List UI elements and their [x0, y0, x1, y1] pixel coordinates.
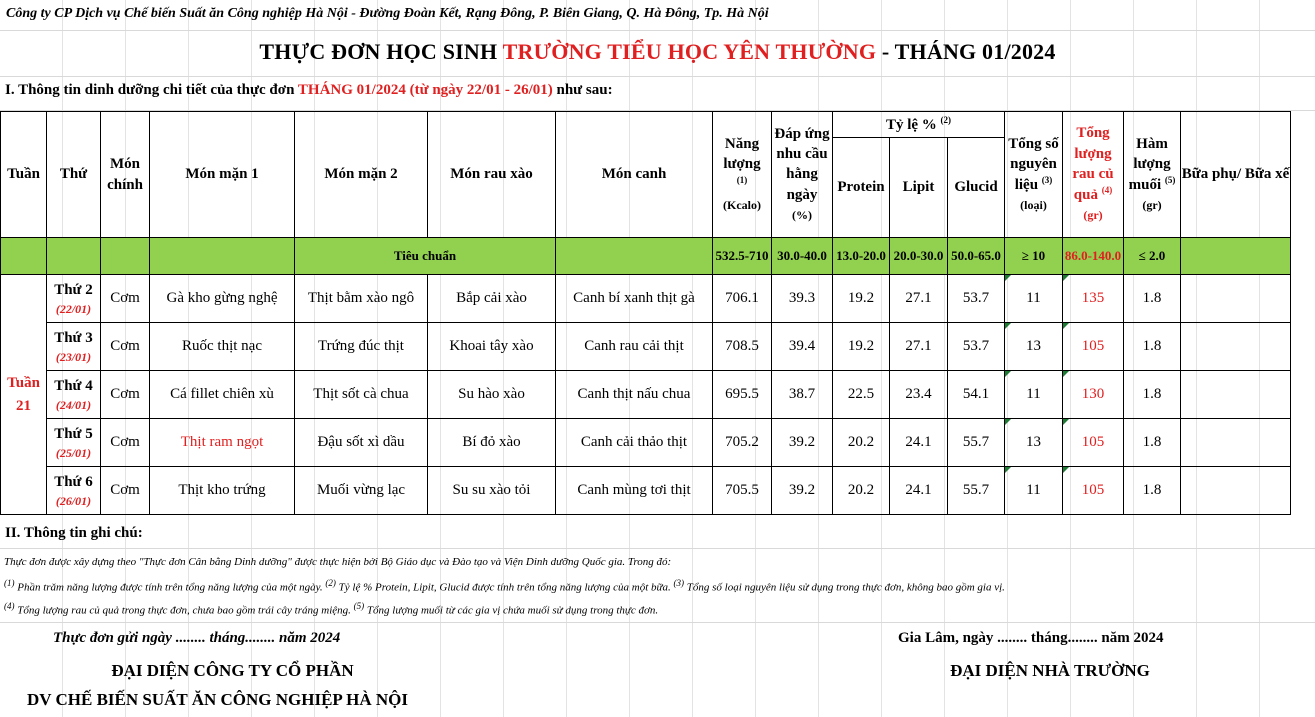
- lipit-cell: 23.4: [890, 371, 948, 419]
- right-date-line: Gia Lâm, ngày ........ tháng........ năm 2024: [898, 630, 1164, 646]
- col-mon-canh: Món canh: [556, 112, 713, 238]
- mon-rau-cell: Bắp cải xào: [428, 275, 556, 323]
- col-bua-phu: Bữa phụ/ Bữa xế: [1181, 112, 1291, 238]
- mon-chinh-cell: Cơm: [101, 419, 150, 467]
- note5-mark: (5): [353, 601, 365, 611]
- col-glucid: Glucid: [948, 138, 1005, 238]
- note3-text: Tổng số loại nguyên liệu sử dụng trong thực đơn, không bao gồm gia vị.: [684, 581, 1005, 594]
- day-cell: [47, 275, 101, 323]
- std-nang-luong: 532.5-710: [713, 238, 772, 275]
- day-name: Thứ 3: [54, 330, 93, 347]
- col-tong-rau: [1063, 112, 1124, 238]
- ty-le-label: Tỷ lệ %: [885, 116, 937, 133]
- mon-man-2-cell: Thịt sốt cà chua: [295, 371, 428, 419]
- table-row: [1, 371, 1291, 419]
- mon-man-2-cell: Trứng đúc thịt: [295, 323, 428, 371]
- mon-man-2-cell: Đậu sốt xì dầu: [295, 419, 428, 467]
- tong-rau-sup: (4): [1101, 185, 1113, 196]
- dap-ung-cell: 39.2: [772, 419, 833, 467]
- std-label: Tiêu chuẩn: [295, 238, 556, 275]
- nang-luong-cell: 695.5: [713, 371, 772, 419]
- glucid-cell: 54.1: [948, 371, 1005, 419]
- week-cell: Tuần 21: [1, 275, 47, 515]
- tong-so-unit: (loại): [1020, 198, 1047, 213]
- section-1-heading: [0, 76, 1315, 111]
- nang-luong-label: Năng lượng: [723, 135, 761, 172]
- left-rep-line-2: DV CHẾ BIẾN SUẤT ĂN CÔNG NGHIỆP HÀ NỘI: [27, 690, 408, 709]
- col-lipit: Lipit: [890, 138, 948, 238]
- menu-table: [0, 111, 1291, 515]
- std-empty-2: [47, 238, 101, 275]
- glucid-cell: 55.7: [948, 419, 1005, 467]
- tong-so-cell: 13: [1005, 323, 1063, 371]
- day-cell: [47, 371, 101, 419]
- std-lipit: 20.0-30.0: [890, 238, 948, 275]
- title-month: - THÁNG 01/2024: [876, 39, 1056, 64]
- ham-luong-cell: 1.8: [1124, 323, 1181, 371]
- lipit-cell: 24.1: [890, 467, 948, 515]
- ham-luong-cell: 1.8: [1124, 467, 1181, 515]
- bua-phu-cell: [1181, 275, 1291, 323]
- nang-luong-cell: 706.1: [713, 275, 772, 323]
- tong-rau-label: Tổng lượng rau củ quả: [1072, 125, 1114, 204]
- std-protein: 13.0-20.0: [833, 238, 890, 275]
- std-tong-rau: 86.0-140.0: [1063, 238, 1124, 275]
- tong-rau-cell: 105: [1063, 467, 1124, 515]
- title-part1: THỰC ĐƠN HỌC SINH: [259, 39, 503, 64]
- note-line-2: [4, 601, 658, 617]
- mon-man-2-cell: Thịt bằm xào ngô: [295, 275, 428, 323]
- ham-luong-cell: 1.8: [1124, 275, 1181, 323]
- right-rep: ĐẠI DIỆN NHÀ TRƯỜNG: [950, 661, 1150, 680]
- nang-luong-cell: 708.5: [713, 323, 772, 371]
- lipit-cell: 24.1: [890, 419, 948, 467]
- tong-rau-cell: 105: [1063, 323, 1124, 371]
- tong-so-cell: 11: [1005, 467, 1063, 515]
- bua-phu-cell: [1181, 323, 1291, 371]
- mon-chinh-cell: Cơm: [101, 371, 150, 419]
- col-tong-so: [1005, 112, 1063, 238]
- tong-rau-cell: 105: [1063, 419, 1124, 467]
- protein-cell: 19.2: [833, 275, 890, 323]
- mon-canh-cell: Canh mùng tơi thịt: [556, 467, 713, 515]
- col-mon-chinh: Món chính: [101, 112, 150, 238]
- tong-so-cell: 13: [1005, 419, 1063, 467]
- mon-man-2-cell: Muối vừng lạc: [295, 467, 428, 515]
- mon-canh-cell: Canh cải thảo thịt: [556, 419, 713, 467]
- note5-text: Tổng lượng muối từ các gia vị chứa muối sử dụng trong thực đơn.: [364, 604, 659, 617]
- std-ham-luong: ≤ 2.0: [1124, 238, 1181, 275]
- nang-luong-cell: 705.2: [713, 419, 772, 467]
- mon-canh-cell: Canh thịt nấu chua: [556, 371, 713, 419]
- standard-row: [1, 238, 1291, 275]
- table-row: [1, 275, 1291, 323]
- day-name: Thứ 5: [54, 426, 93, 443]
- glucid-cell: 53.7: [948, 323, 1005, 371]
- col-mon-rau-xao: Món rau xào: [428, 112, 556, 238]
- dap-ung-unit: (%): [792, 207, 812, 222]
- section-2-heading: [0, 520, 1315, 549]
- mon-man-1-cell: Thịt kho trứng: [150, 467, 295, 515]
- mon-rau-cell: Bí đỏ xào: [428, 419, 556, 467]
- std-glucid: 50.0-65.0: [948, 238, 1005, 275]
- day-cell: [47, 467, 101, 515]
- note4-mark: (4): [4, 601, 15, 611]
- mon-chinh-cell: Cơm: [101, 467, 150, 515]
- dap-ung-cell: 39.4: [772, 323, 833, 371]
- std-empty-5: [556, 238, 713, 275]
- ham-luong-label: Hàm lượng muối: [1128, 135, 1171, 193]
- day-cell: [47, 419, 101, 467]
- glucid-cell: 55.7: [948, 467, 1005, 515]
- std-empty-3: [101, 238, 150, 275]
- tong-so-cell: 11: [1005, 371, 1063, 419]
- day-date: (26/01): [55, 493, 92, 508]
- divider: [0, 622, 1315, 623]
- title-row: [0, 30, 1315, 77]
- nang-luong-unit: (Kcalo): [723, 198, 761, 213]
- day-rows: [1, 275, 1291, 515]
- ham-luong-cell: 1.8: [1124, 419, 1181, 467]
- mon-canh-cell: Canh rau cải thịt: [556, 323, 713, 371]
- note1-text: Phần trăm năng lượng được tính trên tổng năng lượng của một ngày.: [14, 581, 326, 594]
- lipit-cell: 27.1: [890, 323, 948, 371]
- day-date: (23/01): [55, 349, 92, 364]
- bua-phu-cell: [1181, 467, 1291, 515]
- std-dap-ung: 30.0-40.0: [772, 238, 833, 275]
- note2-text: Tỷ lệ % Protein, Lipit, Glucid được tính trên tổng năng lượng của một bữa.: [335, 581, 674, 594]
- section1-prefix: I. Thông tin dinh dưỡng chi tiết của thực đơn: [5, 82, 298, 98]
- protein-cell: 22.5: [833, 371, 890, 419]
- col-dap-ung: [772, 112, 833, 238]
- header-row-1: [1, 112, 1291, 138]
- dap-ung-label: Đáp ứng nhu cầu hằng ngày: [774, 125, 830, 203]
- dap-ung-cell: 38.7: [772, 371, 833, 419]
- day-name: Thứ 6: [54, 474, 93, 491]
- day-date: (24/01): [55, 397, 92, 412]
- glucid-cell: 53.7: [948, 275, 1005, 323]
- day-date: (25/01): [55, 445, 92, 460]
- mon-rau-cell: Su hào xào: [428, 371, 556, 419]
- left-rep-line-1: ĐẠI DIỆN CÔNG TY CỔ PHẦN: [111, 661, 354, 680]
- left-date-line: Thực đơn gửi ngày ........ tháng........ năm 2024: [53, 630, 341, 646]
- col-nang-luong: [713, 112, 772, 238]
- mon-rau-cell: Su su xào tỏi: [428, 467, 556, 515]
- ham-luong-cell: 1.8: [1124, 371, 1181, 419]
- col-mon-man-2: Món mặn 2: [295, 112, 428, 238]
- tong-so-sup: (3): [1041, 175, 1053, 185]
- mon-canh-cell: Canh bí xanh thịt gà: [556, 275, 713, 323]
- col-thu: Thứ: [47, 112, 101, 238]
- col-mon-man-1: Món mặn 1: [150, 112, 295, 238]
- note1-mark: (1): [4, 578, 15, 588]
- tong-so-label: Tổng số nguyên liệu: [1008, 135, 1059, 193]
- page-title: [0, 39, 1315, 65]
- tong-rau-cell: 130: [1063, 371, 1124, 419]
- table-row: [1, 419, 1291, 467]
- ham-luong-sup: (5): [1164, 175, 1176, 185]
- std-empty-6: [1181, 238, 1291, 275]
- day-date: (22/01): [55, 301, 92, 316]
- mon-chinh-cell: Cơm: [101, 275, 150, 323]
- tong-rau-unit: (gr): [1083, 208, 1103, 223]
- nang-luong-cell: 705.5: [713, 467, 772, 515]
- tong-so-cell: 11: [1005, 275, 1063, 323]
- col-ham-luong: [1124, 112, 1181, 238]
- table-row: [1, 323, 1291, 371]
- table-row: [1, 467, 1291, 515]
- mon-chinh-cell: Cơm: [101, 323, 150, 371]
- col-tuan: Tuần: [1, 112, 47, 238]
- protein-cell: 20.2: [833, 467, 890, 515]
- day-cell: [47, 323, 101, 371]
- std-empty-4: [150, 238, 295, 275]
- note2-mark: (2): [325, 578, 336, 588]
- mon-man-1-cell: Cá fillet chiên xù: [150, 371, 295, 419]
- protein-cell: 20.2: [833, 419, 890, 467]
- note-intro: Thực đơn được xây dựng theo "Thực đơn Cân bằng Dinh dưỡng" được thực hiện bởi Bộ Giáo dục và Đào tạo và Viện Dinh dưỡng Quốc gia. Trong đó:: [4, 556, 672, 568]
- std-tong-so: ≥ 10: [1005, 238, 1063, 275]
- ham-luong-unit: (gr): [1142, 198, 1162, 213]
- mon-man-1-cell: Thịt ram ngọt: [150, 419, 295, 467]
- mon-rau-cell: Khoai tây xào: [428, 323, 556, 371]
- school-name: TRƯỜNG TIỂU HỌC YÊN THƯỜNG: [502, 39, 877, 64]
- bua-phu-cell: [1181, 371, 1291, 419]
- bua-phu-cell: [1181, 419, 1291, 467]
- lipit-cell: 27.1: [890, 275, 948, 323]
- company-line: Công ty CP Dịch vụ Chế biến Suất ăn Công nghiệp Hà Nội - Đường Đoàn Kết, Rạng Đông, P. Biên Giang, Q. Hà Đông, Tp. Hà Nội: [6, 6, 769, 21]
- protein-cell: 19.2: [833, 323, 890, 371]
- nang-luong-sup: (1): [736, 175, 748, 185]
- company-header: [0, 0, 1315, 31]
- note4-text: Tổng lượng rau củ quả trong thực đơn, chưa bao gồm trái cây tráng miệng.: [14, 604, 354, 617]
- dap-ung-cell: 39.2: [772, 467, 833, 515]
- mon-man-1-cell: Ruốc thịt nạc: [150, 323, 295, 371]
- section1-suffix: như sau:: [552, 82, 613, 98]
- std-empty-1: [1, 238, 47, 275]
- tong-rau-cell: 135: [1063, 275, 1124, 323]
- col-protein: Protein: [833, 138, 890, 238]
- day-name: Thứ 4: [54, 378, 93, 395]
- note3-mark: (3): [673, 578, 685, 588]
- section2-title: II. Thông tin ghi chú:: [5, 525, 143, 541]
- day-name: Thứ 2: [54, 282, 93, 299]
- mon-man-1-cell: Gà kho gừng nghệ: [150, 275, 295, 323]
- ty-le-sup: (2): [940, 114, 952, 125]
- dap-ung-cell: 39.3: [772, 275, 833, 323]
- section1-period: THÁNG 01/2024 (từ ngày 22/01 - 26/01): [297, 82, 553, 98]
- col-ty-le: [833, 112, 1005, 138]
- note-line-1: [4, 578, 1005, 594]
